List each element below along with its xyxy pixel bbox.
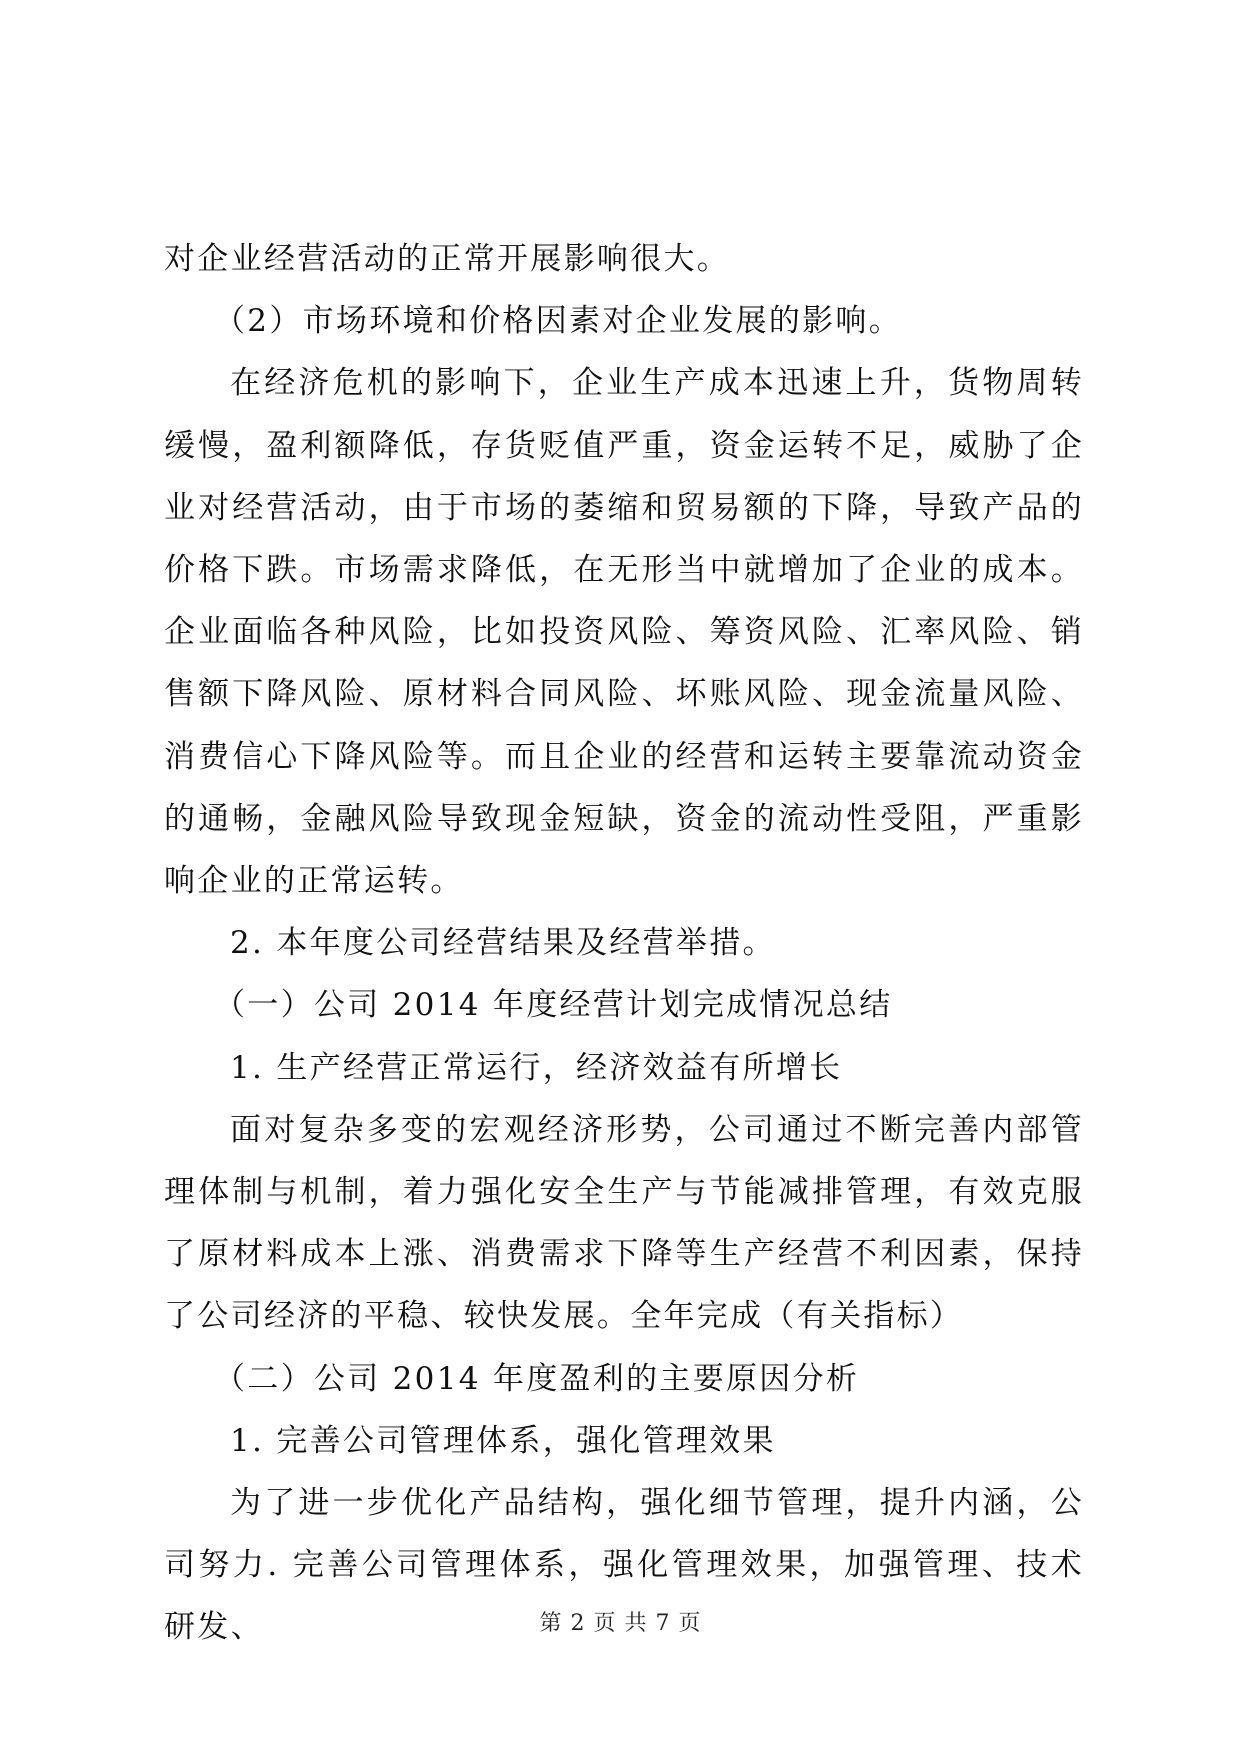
paragraph-2: （2）市场环境和价格因素对企业发展的影响。 [214, 303, 903, 340]
subsection-heading-1: （一）公司 2014 年度经营计划完成情况总结 [214, 987, 893, 1024]
paragraph-1: 对企业经营活动的正常开展影响很大。 [164, 241, 731, 277]
item-heading-2: 1. 完善公司管理体系，强化管理效果 [230, 1422, 776, 1459]
subsection-heading-2: （二）公司 2014 年度盈利的主要原因分析 [214, 1360, 860, 1397]
document-body [164, 228, 1084, 1659]
section-heading-2: 2. 本年度公司经营结果及经营举措。 [230, 925, 776, 962]
paragraph-3: 在经济危机的影响下，企业生产成本迅速上升，货物周转缓慢，盈利额降低，存货贬值严重，资金运转不足，威胁了企业对经营活动，由于市场的萎缩和贸易额的下降，导致产品的价格下跌。市场需求降低，在无形当中就增加了企业的成本。企业面临各种风险，比如投资风险、筹资风险、汇率风险、销售额下降风险、原材料合同风险、坏账风险、现金流量风险、消费信心下降风险等。而且企业的经营和运转主要靠流动资金的通畅，金融风险导致现金短缺，资金的流动性受阻，严重影响企业的正常运转。 [164, 365, 1084, 900]
item-heading-1: 1. 生产经营正常运行，经济效益有所增长 [230, 1049, 843, 1086]
page-number-footer: 第 2 页 共 7 页 [539, 1611, 702, 1636]
paragraph-5: 为了进一步优化产品结构，强化细节管理，提升内涵，公司努力. 完善公司管理体系，强化管理效果，加强管理、技术研发、 [164, 1485, 1084, 1646]
paragraph-4: 面对复杂多变的宏观经济形势，公司通过不断完善内部管理体制与机制，着力强化安全生产与节能减排管理，有效克服了原材料成本上涨、消费需求下降等生产经营不利因素，保持了公司经济的平稳、较快发展。全年完成（有关指标） [164, 1111, 1084, 1335]
